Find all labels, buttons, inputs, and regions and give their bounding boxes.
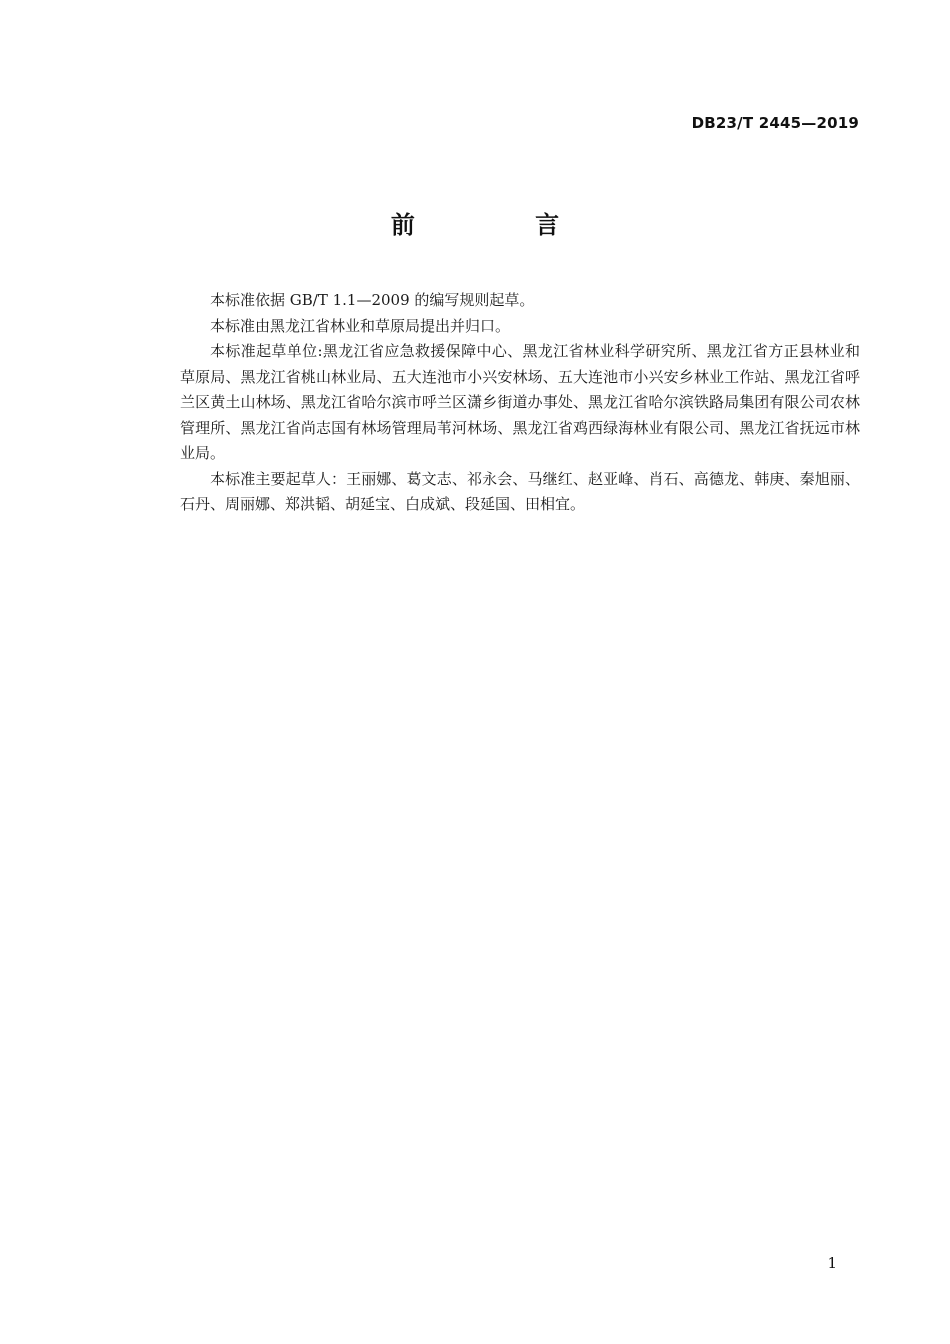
- page-number: 1: [827, 1254, 837, 1272]
- standard-code: DB23/T 2445—2019: [691, 114, 859, 132]
- page-title: 前 言: [390, 211, 616, 239]
- foreword-body: [180, 288, 860, 518]
- paragraph-main-drafters: 本标准主要起草人：王丽娜、葛文志、祁永会、马继红、赵亚峰、肖石、高德龙、韩庚、秦旭丽、石丹、周丽娜、郑洪韬、胡延宝、白成斌、段延国、田相宜。: [180, 469, 860, 513]
- paragraph-drafting-rules: 本标准依据 GB/T 1.1—2009 的编写规则起草。: [210, 291, 535, 309]
- paragraph-proposer: 本标准由黑龙江省林业和草原局提出并归口。: [210, 316, 511, 335]
- paragraph-drafting-units: 本标准起草单位:黑龙江省应急救援保障中心、黑龙江省林业科学研究所、黑龙江省方正县林业和草原局、黑龙江省桃山林业局、五大连池市小兴安林场、五大连池市小兴安乡林业工作站、黑龙江省呼兰区黄土山林场、黑龙江省哈尔滨市呼兰区潇乡街道办事处、黑龙江省哈尔滨铁路局集团有限公司农林管理所、黑龙江省尚志国有林场管理局苇河林场、黑龙江省鸡西绿海林业有限公司、黑龙江省抚远市林业局。: [180, 342, 860, 462]
